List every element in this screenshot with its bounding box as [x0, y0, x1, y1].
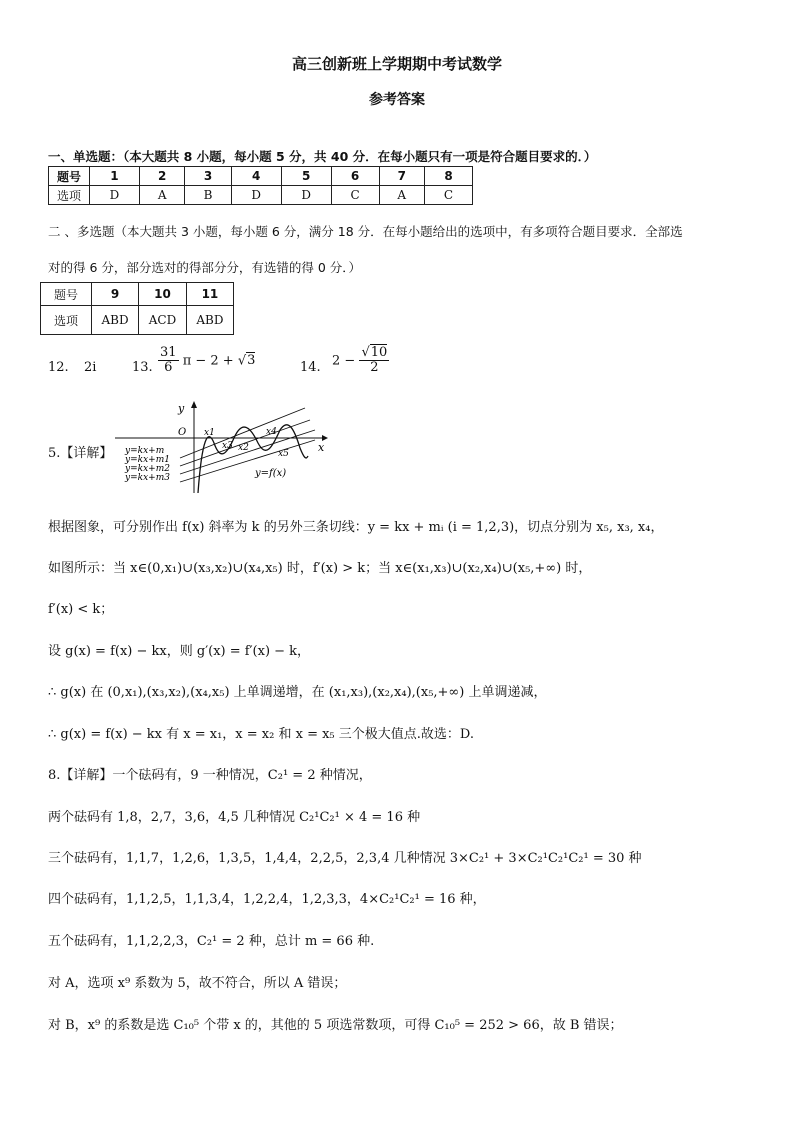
table-cell: D — [231, 186, 281, 205]
line-label: y=kx+m — [125, 446, 165, 456]
q8-paragraph: 两个砝码有 1,8，2,7，3,6，4,5 几种情况 C₂¹C₂¹ × 4 = 16 种 — [48, 810, 421, 825]
section1-heading: 一、单选题：（本大题共 8 小题，每小题 5 分，共 40 分．在每小题只有一项是符合题目要求的．） — [48, 149, 597, 164]
line-label: y=kx+m3 — [125, 473, 170, 483]
table-cell: C — [331, 186, 379, 205]
q13-denominator: 6 — [164, 360, 173, 376]
point-label: x4 — [266, 427, 277, 437]
table-cell: ABD — [92, 306, 139, 335]
q14-label: 14. — [300, 360, 321, 375]
table-cell: 10 — [139, 283, 187, 306]
q14-denominator: 2 — [370, 360, 379, 376]
y-axis-label: y — [178, 402, 185, 415]
point-label: x3 — [222, 441, 233, 451]
q12-label: 12. — [48, 360, 69, 375]
table-cell: 11 — [186, 283, 233, 306]
table-label-option: 选项 — [41, 306, 92, 335]
table-label-number: 题号 — [41, 283, 92, 306]
q14-root: 10 — [370, 345, 388, 360]
table-cell: ACD — [139, 306, 187, 335]
point-label: x2 — [238, 443, 249, 453]
y-axis-arrow-icon — [191, 401, 197, 408]
line-label: y=kx+m1 — [125, 455, 170, 465]
table-cell: 6 — [331, 167, 379, 186]
q8-paragraph: 对 A，选项 x⁹ 系数为 5，故不符合，所以 A 错误； — [48, 976, 347, 991]
table-label-number: 题号 — [49, 167, 90, 186]
line-label: y=kx+m2 — [125, 464, 170, 474]
section2-heading-line1: 二 、多选题（本大题共 3 小题，每小题 6 分，满分 18 分．在每小题给出的选项中，有多项符合题目要求．全部选 — [48, 224, 683, 239]
q5-paragraph: 设 g(x) = f(x) − kx，则 g′(x) = f′(x) − k， — [48, 644, 311, 659]
q8-paragraph: 8.【详解】一个砝码有，9 一种情况，C₂¹ = 2 种情况， — [48, 768, 372, 783]
table-cell: D — [90, 186, 140, 205]
table-cell: ABD — [186, 306, 233, 335]
table-cell: A — [379, 186, 424, 205]
multi-choice-table — [40, 282, 234, 335]
q13-root: 3 — [247, 353, 256, 369]
q13-label: 13. — [132, 360, 153, 375]
q14-pre: 2 − — [332, 353, 356, 369]
q8-paragraph: 五个砝码有，1,1,2,2,3，C₂¹ = 2 种，总计 m = 66 种. — [48, 934, 375, 949]
q8-paragraph: 四个砝码有，1,1,2,5，1,1,3,4，1,2,2,4，1,2,3,3，4×C₂¹C₂¹ = 16 种， — [48, 892, 486, 907]
table-cell: 9 — [92, 283, 139, 306]
q5-paragraph: 如图所示：当 x∈(0,x₁)∪(x₃,x₂)∪(x₄,x₅) 时，f′(x) > k；当 x∈(x₁,x₃)∪(x₂,x₄)∪(x₅,+∞) 时， — [48, 561, 592, 576]
table-cell: 4 — [231, 167, 281, 186]
origin-label: O — [178, 427, 187, 438]
q8-paragraph: 三个砝码有，1,1,7，1,2,6，1,3,5，1,4,4，2,2,5，2,3,4 几种情况 3×C₂¹ + 3×C₂¹C₂¹C₂¹ = 30 种 — [48, 851, 642, 866]
q8-paragraph: 对 B，x⁹ 的系数是选 C₁₀⁵ 个带 x 的，其他的 5 项选常数项，可得 C₁₀⁵ = 252 > 66，故 B 错误； — [48, 1018, 623, 1033]
table-cell: 2 — [139, 167, 184, 186]
single-choice-table — [48, 166, 473, 205]
table-cell: 7 — [379, 167, 424, 186]
q5-paragraph: ∴ g(x) = f(x) − kx 有 x = x₁，x = x₂ 和 x = x₅ 三个极大值点.故选：D. — [48, 727, 474, 742]
q5-paragraph: ∴ g(x) 在 (0,x₁),(x₃,x₂),(x₄,x₅) 上单调递增，在 (x₁,x₃),(x₂,x₄),(x₅,+∞) 上单调递减， — [48, 685, 547, 700]
table-cell: 8 — [425, 167, 473, 186]
q5-figure — [110, 398, 335, 498]
table-label-option: 选项 — [49, 186, 90, 205]
curve-label: y=f(x) — [255, 468, 287, 479]
table-cell: 3 — [185, 167, 231, 186]
table-cell: A — [139, 186, 184, 205]
q13-numerator: 31 — [160, 345, 177, 360]
section2-heading-line2: 对的得 6 分，部分选对的得部分分，有选错的得 0 分．） — [48, 260, 362, 275]
q13-answer: $\frac{31}{6}$ π − 2 + √3 — [160, 345, 256, 376]
q12-answer: 2i — [84, 360, 97, 375]
q5-paragraph: f′(x) < k； — [48, 602, 114, 617]
point-label: x5 — [278, 449, 289, 459]
page-title: 高三创新班上学期期中考试数学 — [291, 55, 502, 73]
table-cell: B — [185, 186, 231, 205]
table-cell: D — [281, 186, 331, 205]
page-subtitle: 参考答案 — [369, 92, 425, 108]
table-cell: C — [425, 186, 473, 205]
q5-label: 5.【详解】 — [48, 446, 113, 461]
q14-answer: 2 − $\frac{√10}{2}$ — [332, 345, 388, 376]
x-axis-label: x — [318, 441, 325, 454]
table-cell: 1 — [90, 167, 140, 186]
q13-rest: π − 2 + — [182, 353, 238, 369]
point-label: x1 — [204, 428, 215, 438]
q5-paragraph: 根据图象，可分别作出 f(x) 斜率为 k 的另外三条切线：y = kx + mᵢ (i = 1,2,3)，切点分别为 x₅, x₃, x₄， — [48, 520, 664, 535]
table-cell: 5 — [281, 167, 331, 186]
